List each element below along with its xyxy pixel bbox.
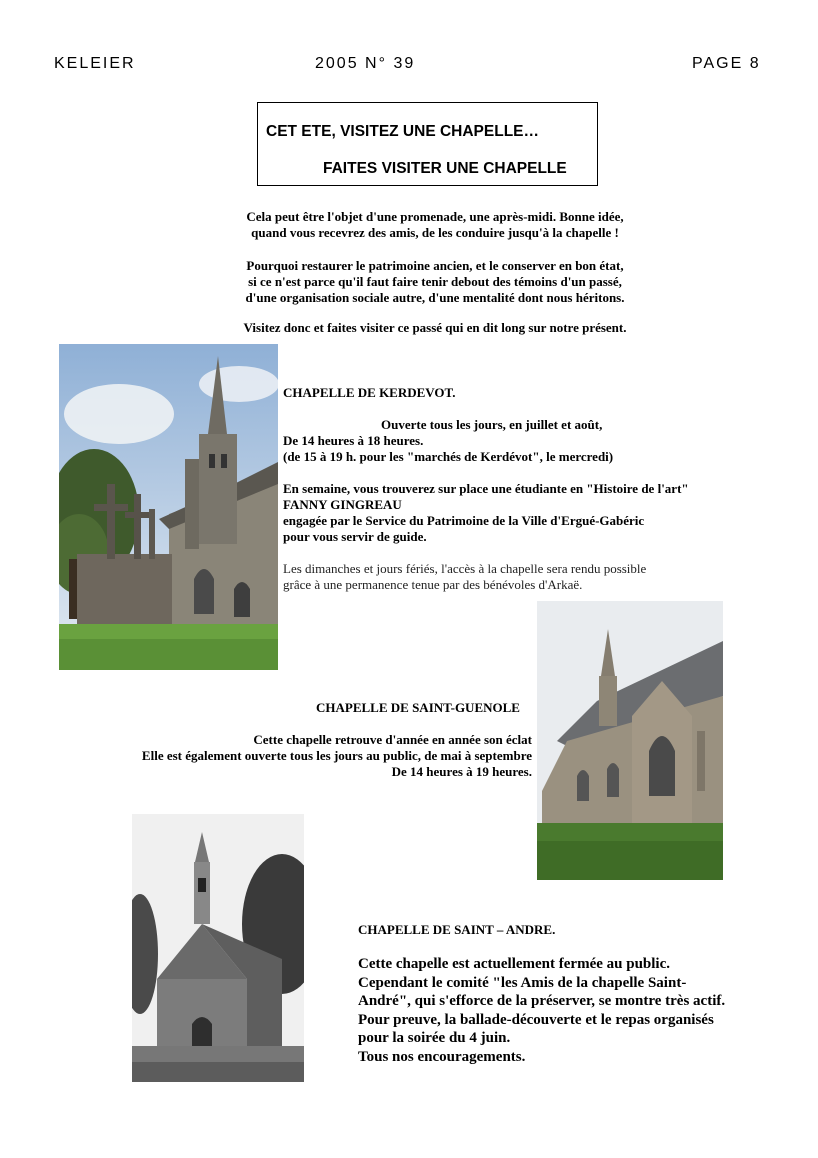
page-number: PAGE 8	[692, 55, 761, 72]
kerdevot-hours-line: (de 15 à 19 h. pour les "marchés de Kerdévot", le mercredi)	[283, 449, 614, 464]
issue-number: 2005 N° 39	[315, 55, 416, 72]
kerdevot-weekday-line: pour vous servir de guide.	[283, 529, 427, 544]
saint-guenole-line: De 14 heures à 19 heures.	[391, 764, 532, 779]
saint-andre-line: Pour preuve, la ballade-découverte et le repas organisés	[358, 1011, 714, 1028]
kerdevot-chapel-photo	[59, 344, 278, 670]
intro-paragraph-3	[200, 320, 670, 336]
kerdevot-hours-line: Ouverte tous les jours, en juillet et août,	[381, 417, 603, 432]
kerdevot-heading: CHAPELLE DE KERDEVOT.	[283, 385, 456, 400]
kerdevot-weekend-line: grâce à une permanence tenue par des bénévoles d'Arkaë.	[283, 577, 583, 592]
kerdevot-weekday-line: En semaine, vous trouverez sur place une étudiante en "Histoire de l'art"	[283, 481, 689, 496]
title-line-1: CET ETE, VISITEZ UNE CHAPELLE…	[266, 123, 539, 140]
kerdevot-weekend-line: Les dimanches et jours fériés, l'accès à la chapelle sera rendu possible	[283, 561, 647, 576]
saint-andre-line: Tous nos encouragements.	[358, 1048, 526, 1065]
title-line-2: FAITES VISITER UNE CHAPELLE	[323, 160, 567, 177]
newsletter-name: KELEIER	[54, 55, 136, 72]
intro-line: Pourquoi restaurer le patrimoine ancien, et le conserver en bon état,	[246, 258, 624, 273]
saint-andre-line: pour la soirée du 4 juin.	[358, 1030, 511, 1046]
intro-line: Visitez donc et faites visiter ce passé qui en dit long sur notre présent.	[243, 320, 627, 335]
saint-andre-chapel-photo	[132, 814, 304, 1082]
saint-andre-heading: CHAPELLE DE SAINT – ANDRE.	[358, 922, 556, 937]
kerdevot-text	[283, 417, 689, 593]
saint-andre-line: André", qui s'efforce de la préserver, se montre très actif.	[358, 993, 726, 1009]
intro-paragraph-1	[200, 209, 670, 241]
saint-andre-line: Cependant le comité "les Amis de la chapelle Saint-	[358, 974, 687, 991]
kerdevot-hours-line: De 14 heures à 18 heures.	[283, 433, 424, 448]
saint-andre-text	[358, 955, 725, 1066]
kerdevot-guide-name: FANNY GINGREAU	[283, 497, 402, 512]
saint-andre-line: Cette chapelle est actuellement fermée au public.	[358, 956, 670, 972]
intro-line: Cela peut être l'objet d'une promenade, une après-midi. Bonne idée,	[246, 209, 624, 224]
title-box	[257, 102, 598, 186]
intro-paragraph-2	[200, 258, 670, 306]
intro-line: si ce n'est parce qu'il faut faire tenir debout des témoins d'un passé,	[248, 274, 622, 289]
saint-guenole-text	[142, 732, 532, 780]
kerdevot-weekday-line: engagée par le Service du Patrimoine de la Ville d'Ergué-Gabéric	[283, 513, 645, 528]
intro-line: quand vous recevrez des amis, de les conduire jusqu'à la chapelle !	[251, 225, 619, 240]
saint-guenole-chapel-photo	[537, 601, 723, 880]
saint-guenole-heading: CHAPELLE DE SAINT-GUENOLE	[316, 700, 520, 715]
saint-guenole-line: Cette chapelle retrouve d'année en année son éclat	[253, 732, 532, 747]
intro-line: d'une organisation sociale autre, d'une mentalité dont nous héritons.	[245, 290, 625, 305]
saint-guenole-line: Elle est également ouverte tous les jours au public, de mai à septembre	[141, 748, 532, 763]
